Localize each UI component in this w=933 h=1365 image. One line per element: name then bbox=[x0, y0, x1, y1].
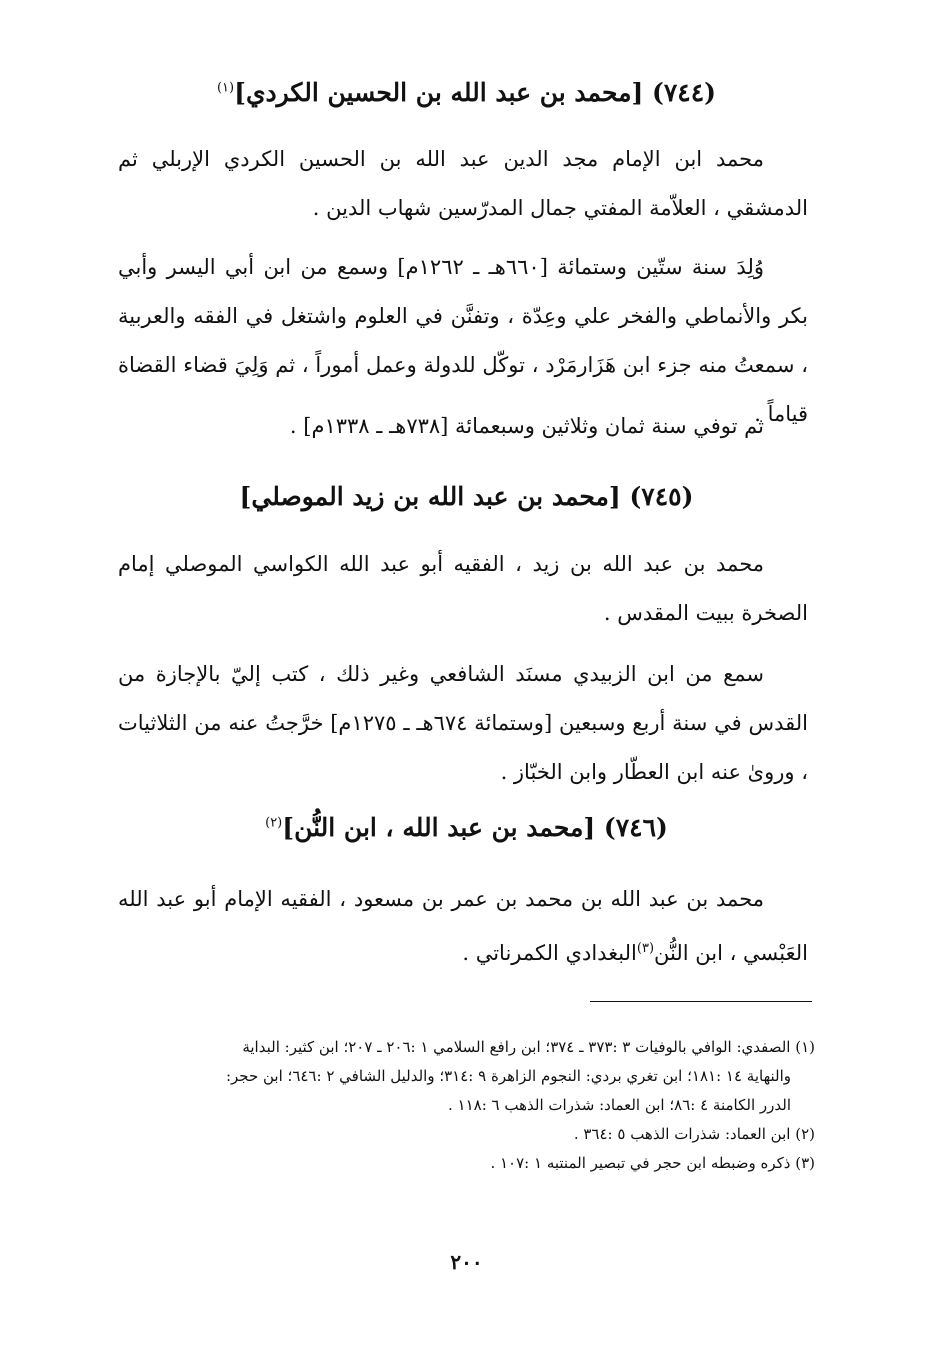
entry-746-text: محمد بن عبد الله بن محمد بن عمر بن مسعود ، الفقيه الإمام أبو عبد الله العَبْسي ، ابن النُّن bbox=[118, 887, 808, 965]
entry-745-para-1: محمد بن عبد الله بن زيد ، الفقيه أبو عبد الله الكواسي الموصلي إمام الصخرة ببيت المقدس . bbox=[118, 552, 808, 625]
footnote-ref-3: (٣) bbox=[636, 941, 655, 956]
entry-745-title: (٧٤٥) [محمد بن عبد الله بن زيد الموصلي] bbox=[239, 482, 694, 511]
entry-744-para-3: ثم توفي سنة ثمان وثلاثين وسبعمائة [٧٣٨هـ ـ ١٣٣٨م] . bbox=[289, 414, 764, 438]
entry-746-title: (٧٤٦) [محمد بن عبد الله ، ابن النُّن] bbox=[282, 813, 668, 842]
footnote-ref-1: (١) bbox=[216, 80, 235, 96]
entry-744-para-1: محمد ابن الإمام مجد الدين عبد الله بن الحسين الكردي الإربلي ثم الدمشقي ، العلاّمة المفتي جمال المدرّسين شهاب الدين . bbox=[118, 147, 808, 220]
footnote-1-line-3: الدرر الكامنة ٤ :٨٦؛ ابن العماد: شذرات الذهب ٦ :١١٨ . bbox=[447, 1096, 791, 1114]
entry-745-body-2 bbox=[118, 650, 808, 797]
entry-745-heading bbox=[0, 482, 933, 511]
entry-745-body bbox=[118, 540, 808, 638]
footnote-1-line-2: والنهاية ١٤ :١٨١؛ ابن تغري بردي: النجوم الزاهرة ٩ :٣١٤؛ والدليل الشافي ٢ :٦٤٦؛ ابن حجر: bbox=[225, 1067, 791, 1085]
entry-746-text-tail: البغدادي الكمرناتي . bbox=[462, 941, 637, 965]
entry-746-body bbox=[118, 875, 808, 978]
footnote-ref-2: (٢) bbox=[265, 815, 283, 831]
entry-744-body bbox=[118, 135, 808, 233]
entry-744-title: (٧٤٤) [محمد بن عبد الله بن الحسين الكردي] bbox=[234, 78, 717, 107]
footnote-1-line-1: (١) الصفدي: الوافي بالوفيات ٣ :٣٧٣ ـ ٣٧٤؛ ابن رافع السلامي ١ :٢٠٦ ـ ٢٠٧؛ ابن كثير: البداية bbox=[242, 1038, 815, 1056]
entry-745-para-2: سمع من ابن الزبيدي مسنَد الشافعي وغير ذلك ، كتب إليّ بالإجازة من القدس في سنة أربع وسبعين [وستمائة ٦٧٤هـ ـ ١٢٧٥م] خرَّجتُ عنه من الثلاثيات ، وروىٰ عنه ابن العطّار وابن الخبّاز . bbox=[118, 662, 808, 784]
footnotes bbox=[115, 1033, 815, 1178]
footnote-divider bbox=[590, 1001, 812, 1002]
footnote-2: (٢) ابن العماد: شذرات الذهب ٥ :٣٦٤ . bbox=[573, 1125, 815, 1143]
entry-744-body-3 bbox=[118, 402, 808, 451]
page-number: ٢٠٠ bbox=[450, 1250, 483, 1274]
entry-746-para-1 bbox=[118, 875, 808, 978]
entry-744-heading bbox=[0, 78, 933, 107]
entry-746-heading bbox=[0, 813, 933, 842]
entry-744-para-2: وُلِدَ سنة ستّين وستمائة [٦٦٠هـ ـ ١٢٦٢م] وسمع من ابن أبي اليسر وأبي بكر والأنماطي والفخر علي وعِدّة ، وتفنَّن في العلوم واشتغل في الفقه والعربية ، سمعتُ منه جزء ابن هَزَارمَرْد ، توكّل للدولة وعمل أموراً ، ثم وَلِيَ قضاء القضاة قياماً . bbox=[118, 255, 808, 426]
footnote-3: (٣) ذكره وضبطه ابن حجر في تبصير المنتبه ١ :١٠٧ . bbox=[490, 1154, 815, 1172]
